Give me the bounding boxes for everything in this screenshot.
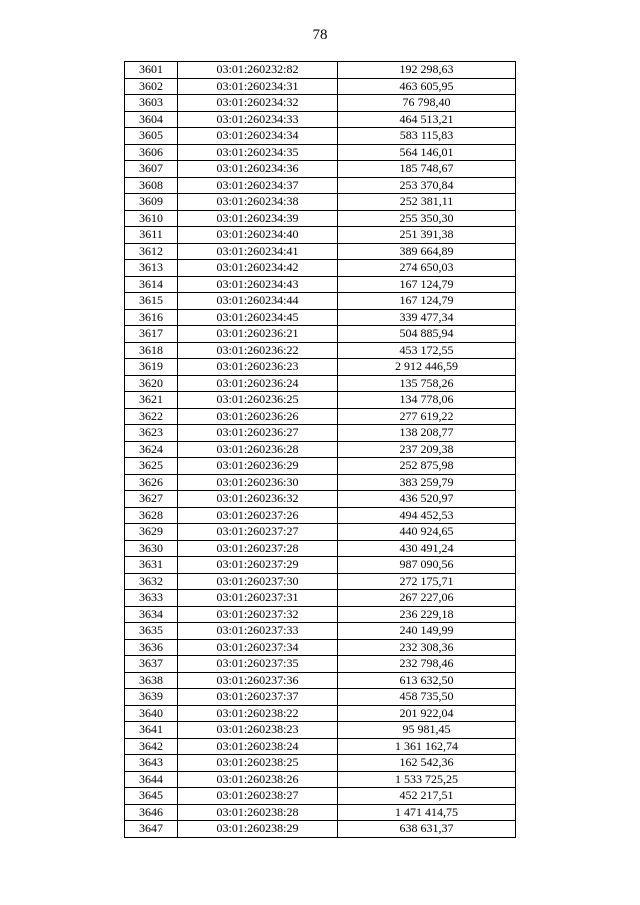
cadastral-number-cell: 03:01:260236:27 xyxy=(178,425,338,442)
row-number-cell: 3631 xyxy=(125,557,178,574)
value-cell: 638 631,37 xyxy=(338,821,516,838)
value-cell: 272 175,71 xyxy=(338,573,516,590)
cadastral-number-cell: 03:01:260238:24 xyxy=(178,738,338,755)
value-cell: 463 605,95 xyxy=(338,78,516,95)
table-row xyxy=(125,705,516,722)
cadastral-number-cell: 03:01:260234:37 xyxy=(178,177,338,194)
table-row xyxy=(125,408,516,425)
row-number-cell: 3626 xyxy=(125,474,178,491)
row-number-cell: 3635 xyxy=(125,623,178,640)
row-number-cell: 3642 xyxy=(125,738,178,755)
value-cell: 162 542,36 xyxy=(338,755,516,772)
row-number-cell: 3641 xyxy=(125,722,178,739)
page-number: 78 xyxy=(312,27,328,43)
value-cell: 436 520,97 xyxy=(338,491,516,508)
value-cell: 192 298,63 xyxy=(338,62,516,79)
table-row xyxy=(125,689,516,706)
table-row xyxy=(125,458,516,475)
row-number-cell: 3605 xyxy=(125,128,178,145)
value-cell: 134 778,06 xyxy=(338,392,516,409)
row-number-cell: 3628 xyxy=(125,507,178,524)
cadastral-number-cell: 03:01:260236:24 xyxy=(178,375,338,392)
value-cell: 564 146,01 xyxy=(338,144,516,161)
value-cell: 1 533 725,25 xyxy=(338,771,516,788)
row-number-cell: 3619 xyxy=(125,359,178,376)
value-cell: 232 798,46 xyxy=(338,656,516,673)
row-number-cell: 3611 xyxy=(125,227,178,244)
table-row xyxy=(125,425,516,442)
table-row xyxy=(125,540,516,557)
row-number-cell: 3639 xyxy=(125,689,178,706)
row-number-cell: 3643 xyxy=(125,755,178,772)
cadastral-number-cell: 03:01:260234:43 xyxy=(178,276,338,293)
cadastral-number-cell: 03:01:260237:31 xyxy=(178,590,338,607)
table-row xyxy=(125,738,516,755)
value-cell: 201 922,04 xyxy=(338,705,516,722)
cadastral-number-cell: 03:01:260237:33 xyxy=(178,623,338,640)
row-number-cell: 3636 xyxy=(125,639,178,656)
row-number-cell: 3609 xyxy=(125,194,178,211)
value-cell: 430 491,24 xyxy=(338,540,516,557)
table-row xyxy=(125,161,516,178)
row-number-cell: 3627 xyxy=(125,491,178,508)
row-number-cell: 3630 xyxy=(125,540,178,557)
cadastral-number-cell: 03:01:260237:26 xyxy=(178,507,338,524)
value-cell: 383 259,79 xyxy=(338,474,516,491)
cadastral-number-cell: 03:01:260236:25 xyxy=(178,392,338,409)
table-row xyxy=(125,111,516,128)
table-body xyxy=(125,62,516,838)
row-number-cell: 3637 xyxy=(125,656,178,673)
cadastral-number-cell: 03:01:260237:28 xyxy=(178,540,338,557)
table-row xyxy=(125,392,516,409)
table-row xyxy=(125,639,516,656)
value-cell: 135 758,26 xyxy=(338,375,516,392)
value-cell: 583 115,83 xyxy=(338,128,516,145)
value-cell: 255 350,30 xyxy=(338,210,516,227)
cadastral-number-cell: 03:01:260234:40 xyxy=(178,227,338,244)
value-cell: 251 391,38 xyxy=(338,227,516,244)
value-cell: 1 361 162,74 xyxy=(338,738,516,755)
value-cell: 277 619,22 xyxy=(338,408,516,425)
row-number-cell: 3640 xyxy=(125,705,178,722)
cadastral-number-cell: 03:01:260234:39 xyxy=(178,210,338,227)
table-row xyxy=(125,755,516,772)
row-number-cell: 3614 xyxy=(125,276,178,293)
table-row xyxy=(125,276,516,293)
cadastral-number-cell: 03:01:260238:29 xyxy=(178,821,338,838)
table-row xyxy=(125,474,516,491)
cadastral-number-cell: 03:01:260238:25 xyxy=(178,755,338,772)
value-cell: 237 209,38 xyxy=(338,441,516,458)
table-row xyxy=(125,804,516,821)
row-number-cell: 3645 xyxy=(125,788,178,805)
cadastral-number-cell: 03:01:260236:23 xyxy=(178,359,338,376)
cadastral-number-cell: 03:01:260234:31 xyxy=(178,78,338,95)
value-cell: 494 452,53 xyxy=(338,507,516,524)
table-row xyxy=(125,573,516,590)
row-number-cell: 3621 xyxy=(125,392,178,409)
table-row xyxy=(125,62,516,79)
row-number-cell: 3603 xyxy=(125,95,178,112)
row-number-cell: 3617 xyxy=(125,326,178,343)
value-cell: 452 217,51 xyxy=(338,788,516,805)
cadastral-number-cell: 03:01:260237:32 xyxy=(178,606,338,623)
value-cell: 464 513,21 xyxy=(338,111,516,128)
table-row xyxy=(125,606,516,623)
cadastral-number-cell: 03:01:260237:29 xyxy=(178,557,338,574)
cadastral-number-cell: 03:01:260238:28 xyxy=(178,804,338,821)
table-row xyxy=(125,128,516,145)
value-cell: 138 208,77 xyxy=(338,425,516,442)
row-number-cell: 3620 xyxy=(125,375,178,392)
cadastral-number-cell: 03:01:260237:36 xyxy=(178,672,338,689)
table-row xyxy=(125,144,516,161)
row-number-cell: 3613 xyxy=(125,260,178,277)
row-number-cell: 3646 xyxy=(125,804,178,821)
table-row xyxy=(125,177,516,194)
value-cell: 458 735,50 xyxy=(338,689,516,706)
table-row xyxy=(125,210,516,227)
cadastral-number-cell: 03:01:260236:28 xyxy=(178,441,338,458)
row-number-cell: 3601 xyxy=(125,62,178,79)
value-cell: 339 477,34 xyxy=(338,309,516,326)
value-cell: 252 381,11 xyxy=(338,194,516,211)
value-cell: 2 912 446,59 xyxy=(338,359,516,376)
row-number-cell: 3615 xyxy=(125,293,178,310)
value-cell: 76 798,40 xyxy=(338,95,516,112)
table-row xyxy=(125,227,516,244)
table-row xyxy=(125,524,516,541)
table-row xyxy=(125,359,516,376)
cadastral-number-cell: 03:01:260234:35 xyxy=(178,144,338,161)
cadastral-number-cell: 03:01:260236:21 xyxy=(178,326,338,343)
cadastral-number-cell: 03:01:260234:34 xyxy=(178,128,338,145)
row-number-cell: 3602 xyxy=(125,78,178,95)
cadastral-number-cell: 03:01:260236:29 xyxy=(178,458,338,475)
row-number-cell: 3634 xyxy=(125,606,178,623)
table-row xyxy=(125,243,516,260)
cadastral-number-cell: 03:01:260234:45 xyxy=(178,309,338,326)
cadastral-number-cell: 03:01:260237:37 xyxy=(178,689,338,706)
row-number-cell: 3608 xyxy=(125,177,178,194)
table-row xyxy=(125,78,516,95)
cadastral-number-cell: 03:01:260238:26 xyxy=(178,771,338,788)
cadastral-number-cell: 03:01:260234:32 xyxy=(178,95,338,112)
table-row xyxy=(125,491,516,508)
row-number-cell: 3632 xyxy=(125,573,178,590)
value-cell: 613 632,50 xyxy=(338,672,516,689)
value-cell: 440 924,65 xyxy=(338,524,516,541)
table-row xyxy=(125,656,516,673)
table-row xyxy=(125,821,516,838)
cadastral-number-cell: 03:01:260237:27 xyxy=(178,524,338,541)
cadastral-number-cell: 03:01:260238:27 xyxy=(178,788,338,805)
row-number-cell: 3629 xyxy=(125,524,178,541)
row-number-cell: 3633 xyxy=(125,590,178,607)
cadastral-number-cell: 03:01:260237:35 xyxy=(178,656,338,673)
cadastral-number-cell: 03:01:260236:22 xyxy=(178,342,338,359)
table-row xyxy=(125,771,516,788)
value-cell: 167 124,79 xyxy=(338,276,516,293)
cadastral-number-cell: 03:01:260236:32 xyxy=(178,491,338,508)
table-row xyxy=(125,309,516,326)
table-row xyxy=(125,441,516,458)
row-number-cell: 3644 xyxy=(125,771,178,788)
cadastral-number-cell: 03:01:260236:30 xyxy=(178,474,338,491)
value-cell: 274 650,03 xyxy=(338,260,516,277)
value-cell: 236 229,18 xyxy=(338,606,516,623)
row-number-cell: 3606 xyxy=(125,144,178,161)
cadastral-number-cell: 03:01:260237:30 xyxy=(178,573,338,590)
value-cell: 504 885,94 xyxy=(338,326,516,343)
value-cell: 987 090,56 xyxy=(338,557,516,574)
row-number-cell: 3607 xyxy=(125,161,178,178)
table-row xyxy=(125,672,516,689)
row-number-cell: 3647 xyxy=(125,821,178,838)
cadastral-number-cell: 03:01:260234:38 xyxy=(178,194,338,211)
row-number-cell: 3624 xyxy=(125,441,178,458)
value-cell: 389 664,89 xyxy=(338,243,516,260)
cadastral-number-cell: 03:01:260234:36 xyxy=(178,161,338,178)
table-row xyxy=(125,788,516,805)
value-cell: 240 149,99 xyxy=(338,623,516,640)
value-cell: 253 370,84 xyxy=(338,177,516,194)
row-number-cell: 3625 xyxy=(125,458,178,475)
row-number-cell: 3604 xyxy=(125,111,178,128)
row-number-cell: 3638 xyxy=(125,672,178,689)
table-row xyxy=(125,590,516,607)
table-row xyxy=(125,722,516,739)
table-row xyxy=(125,342,516,359)
row-number-cell: 3610 xyxy=(125,210,178,227)
row-number-cell: 3618 xyxy=(125,342,178,359)
cadastral-number-cell: 03:01:260234:33 xyxy=(178,111,338,128)
table-row xyxy=(125,375,516,392)
table-row xyxy=(125,557,516,574)
table-row xyxy=(125,194,516,211)
cadastral-number-cell: 03:01:260234:41 xyxy=(178,243,338,260)
parcel-value-table xyxy=(124,61,516,838)
cadastral-number-cell: 03:01:260238:23 xyxy=(178,722,338,739)
cadastral-number-cell: 03:01:260232:82 xyxy=(178,62,338,79)
cadastral-number-cell: 03:01:260238:22 xyxy=(178,705,338,722)
value-cell: 252 875,98 xyxy=(338,458,516,475)
table-row xyxy=(125,293,516,310)
row-number-cell: 3612 xyxy=(125,243,178,260)
value-cell: 232 308,36 xyxy=(338,639,516,656)
value-cell: 185 748,67 xyxy=(338,161,516,178)
table-row xyxy=(125,326,516,343)
table-row xyxy=(125,623,516,640)
table-row xyxy=(125,507,516,524)
value-cell: 1 471 414,75 xyxy=(338,804,516,821)
cadastral-number-cell: 03:01:260236:26 xyxy=(178,408,338,425)
value-cell: 95 981,45 xyxy=(338,722,516,739)
table-row xyxy=(125,260,516,277)
cadastral-number-cell: 03:01:260237:34 xyxy=(178,639,338,656)
value-cell: 167 124,79 xyxy=(338,293,516,310)
cadastral-number-cell: 03:01:260234:44 xyxy=(178,293,338,310)
table-row xyxy=(125,95,516,112)
row-number-cell: 3622 xyxy=(125,408,178,425)
value-cell: 453 172,55 xyxy=(338,342,516,359)
row-number-cell: 3623 xyxy=(125,425,178,442)
row-number-cell: 3616 xyxy=(125,309,178,326)
value-cell: 267 227,06 xyxy=(338,590,516,607)
cadastral-number-cell: 03:01:260234:42 xyxy=(178,260,338,277)
